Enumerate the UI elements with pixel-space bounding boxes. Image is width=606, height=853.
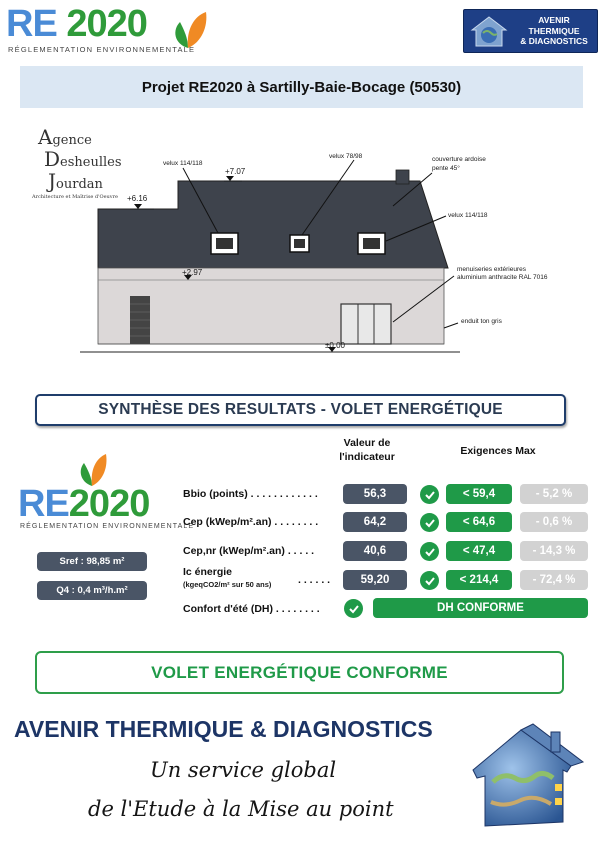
col-header-exigences: Exigences Max — [460, 445, 536, 457]
row-ic-max: < 214,4 — [446, 570, 512, 590]
footer-tagline-1: Un service global — [150, 758, 337, 782]
architect-line-2: esheulles — [60, 155, 122, 170]
footer-tagline-2: de l'Etude à la Mise au point — [88, 797, 394, 821]
row-bbio-label-text: Bbio (points) — [183, 488, 248, 500]
synthese-title: SYNTHÈSE DES RESULTATS - VOLET ENERGÉTIQUE — [98, 401, 503, 418]
footer-title: AVENIR THERMIQUE & DIAGNOSTICS — [14, 716, 433, 742]
row-bbio-max: < 59,4 — [446, 484, 512, 504]
row-ic-dots: . . . . . . — [298, 574, 331, 586]
elevation-707: +7.07 — [225, 167, 246, 176]
row-bbio-label — [183, 488, 318, 500]
check-icon — [420, 513, 439, 532]
logo-year: 2020 — [66, 3, 147, 45]
row-confort-label — [183, 603, 320, 615]
check-icon — [420, 542, 439, 561]
confort-status: DH CONFORME — [373, 598, 588, 618]
synthese-banner — [35, 394, 566, 426]
row-cepnr-delta: - 14,3 % — [520, 541, 588, 561]
label-velux-left: velux 114/118 — [163, 160, 203, 167]
row-cep-dots: . . . . . . . . — [271, 516, 319, 528]
elevation-000: ±0.00 — [325, 341, 345, 350]
architect-initial-d: D — [44, 147, 61, 171]
check-icon — [420, 571, 439, 590]
elevation-297: +2.97 — [182, 268, 203, 277]
row-ic-delta: - 72,4 % — [520, 570, 588, 590]
row-bbio-dots: . . . . . . . . . . . . — [247, 488, 318, 500]
label-aluminium: aluminium anthracite RAL 7016 — [457, 274, 548, 281]
brand-line-1: AVENIR — [538, 15, 570, 25]
row-confort-dots: . . . . . . . . — [272, 603, 320, 615]
project-title: Projet RE2020 à Sartilly-Baie-Bocage (50530) — [141, 78, 462, 96]
label-couverture: couverture ardoise — [432, 156, 486, 163]
row-bbio-delta: - 5,2 % — [520, 484, 588, 504]
re2020-logo-mid — [18, 452, 195, 532]
row-cepnr-max: < 47,4 — [446, 541, 512, 561]
row-cep-value: 64,2 — [343, 512, 407, 532]
row-ic-label: Ic énergie — [183, 566, 233, 578]
conforme-text: VOLET ENERGÉTIQUE CONFORME — [151, 662, 448, 682]
logo-subtitle: RÉGLEMENTATION ENVIRONNEMENTALE — [8, 45, 196, 54]
label-menuiseries: menuiseries extérieures — [457, 266, 527, 273]
row-cepnr-label — [183, 545, 314, 557]
col-header-value-line2: l'indicateur — [339, 451, 395, 463]
row-cep-label-text: Cep (kWep/m².an) — [183, 516, 272, 528]
architect-initial-a: A — [38, 125, 53, 149]
row-cepnr-label-text: Cep,nr (kWep/m².an) — [183, 545, 285, 557]
project-banner — [20, 66, 583, 108]
logo-mid-year: 2020 — [68, 483, 150, 525]
conforme-banner — [35, 651, 564, 694]
row-cepnr-dots: . . . . . — [284, 545, 315, 557]
architect-line-3: ourdan — [56, 177, 103, 192]
check-icon — [344, 599, 363, 618]
brand-line-3: & DIAGNOSTICS — [520, 36, 588, 46]
house-globe-icon — [468, 14, 510, 48]
row-bbio-value: 56,3 — [343, 484, 407, 504]
brand-logo-box — [463, 9, 598, 53]
label-enduit: enduit ton gris — [461, 318, 502, 325]
house-elevation-svg — [20, 118, 583, 370]
check-icon — [420, 485, 439, 504]
row-cep-label — [183, 516, 318, 528]
brand-line-2: THERMIQUE — [528, 25, 580, 36]
logo-mid-subtitle: RÉGLEMENTATION ENVIRONNEMENTALE — [20, 523, 195, 530]
logo-mid-re: RE — [18, 483, 69, 525]
sref-badge: Sref : 98,85 m² — [37, 552, 147, 571]
row-cep-delta: - 0,6 % — [520, 512, 588, 532]
label-pente: pente 45° — [432, 165, 460, 172]
label-velux-right: velux 114/118 — [448, 212, 488, 219]
label-velux-mid: velux 78/98 — [329, 153, 363, 160]
row-confort-label-text: Confort d'été (DH) — [183, 603, 273, 615]
row-cep-max: < 64,6 — [446, 512, 512, 532]
re2020-logo — [6, 4, 216, 56]
q4-badge: Q4 : 0,4 m³/h.m² — [37, 581, 147, 600]
col-header-value — [330, 436, 404, 464]
elevation-616: +6.16 — [127, 194, 148, 203]
architect-line-1: gence — [52, 133, 92, 148]
row-cepnr-value: 40,6 — [343, 541, 407, 561]
architect-initial-j: J — [48, 169, 57, 193]
facade-drawing — [20, 118, 583, 370]
row-ic-sublabel: (kgeqCO2/m² sur 50 ans) — [183, 580, 272, 589]
col-header-value-line1: Valeur de — [343, 437, 391, 449]
row-ic-value: 59,20 — [343, 570, 407, 590]
logo-re: RE — [6, 3, 57, 45]
house-globe-icon — [463, 722, 591, 832]
architect-subtitle: Architecture et Maîtrise d'Oeuvre — [32, 194, 118, 200]
